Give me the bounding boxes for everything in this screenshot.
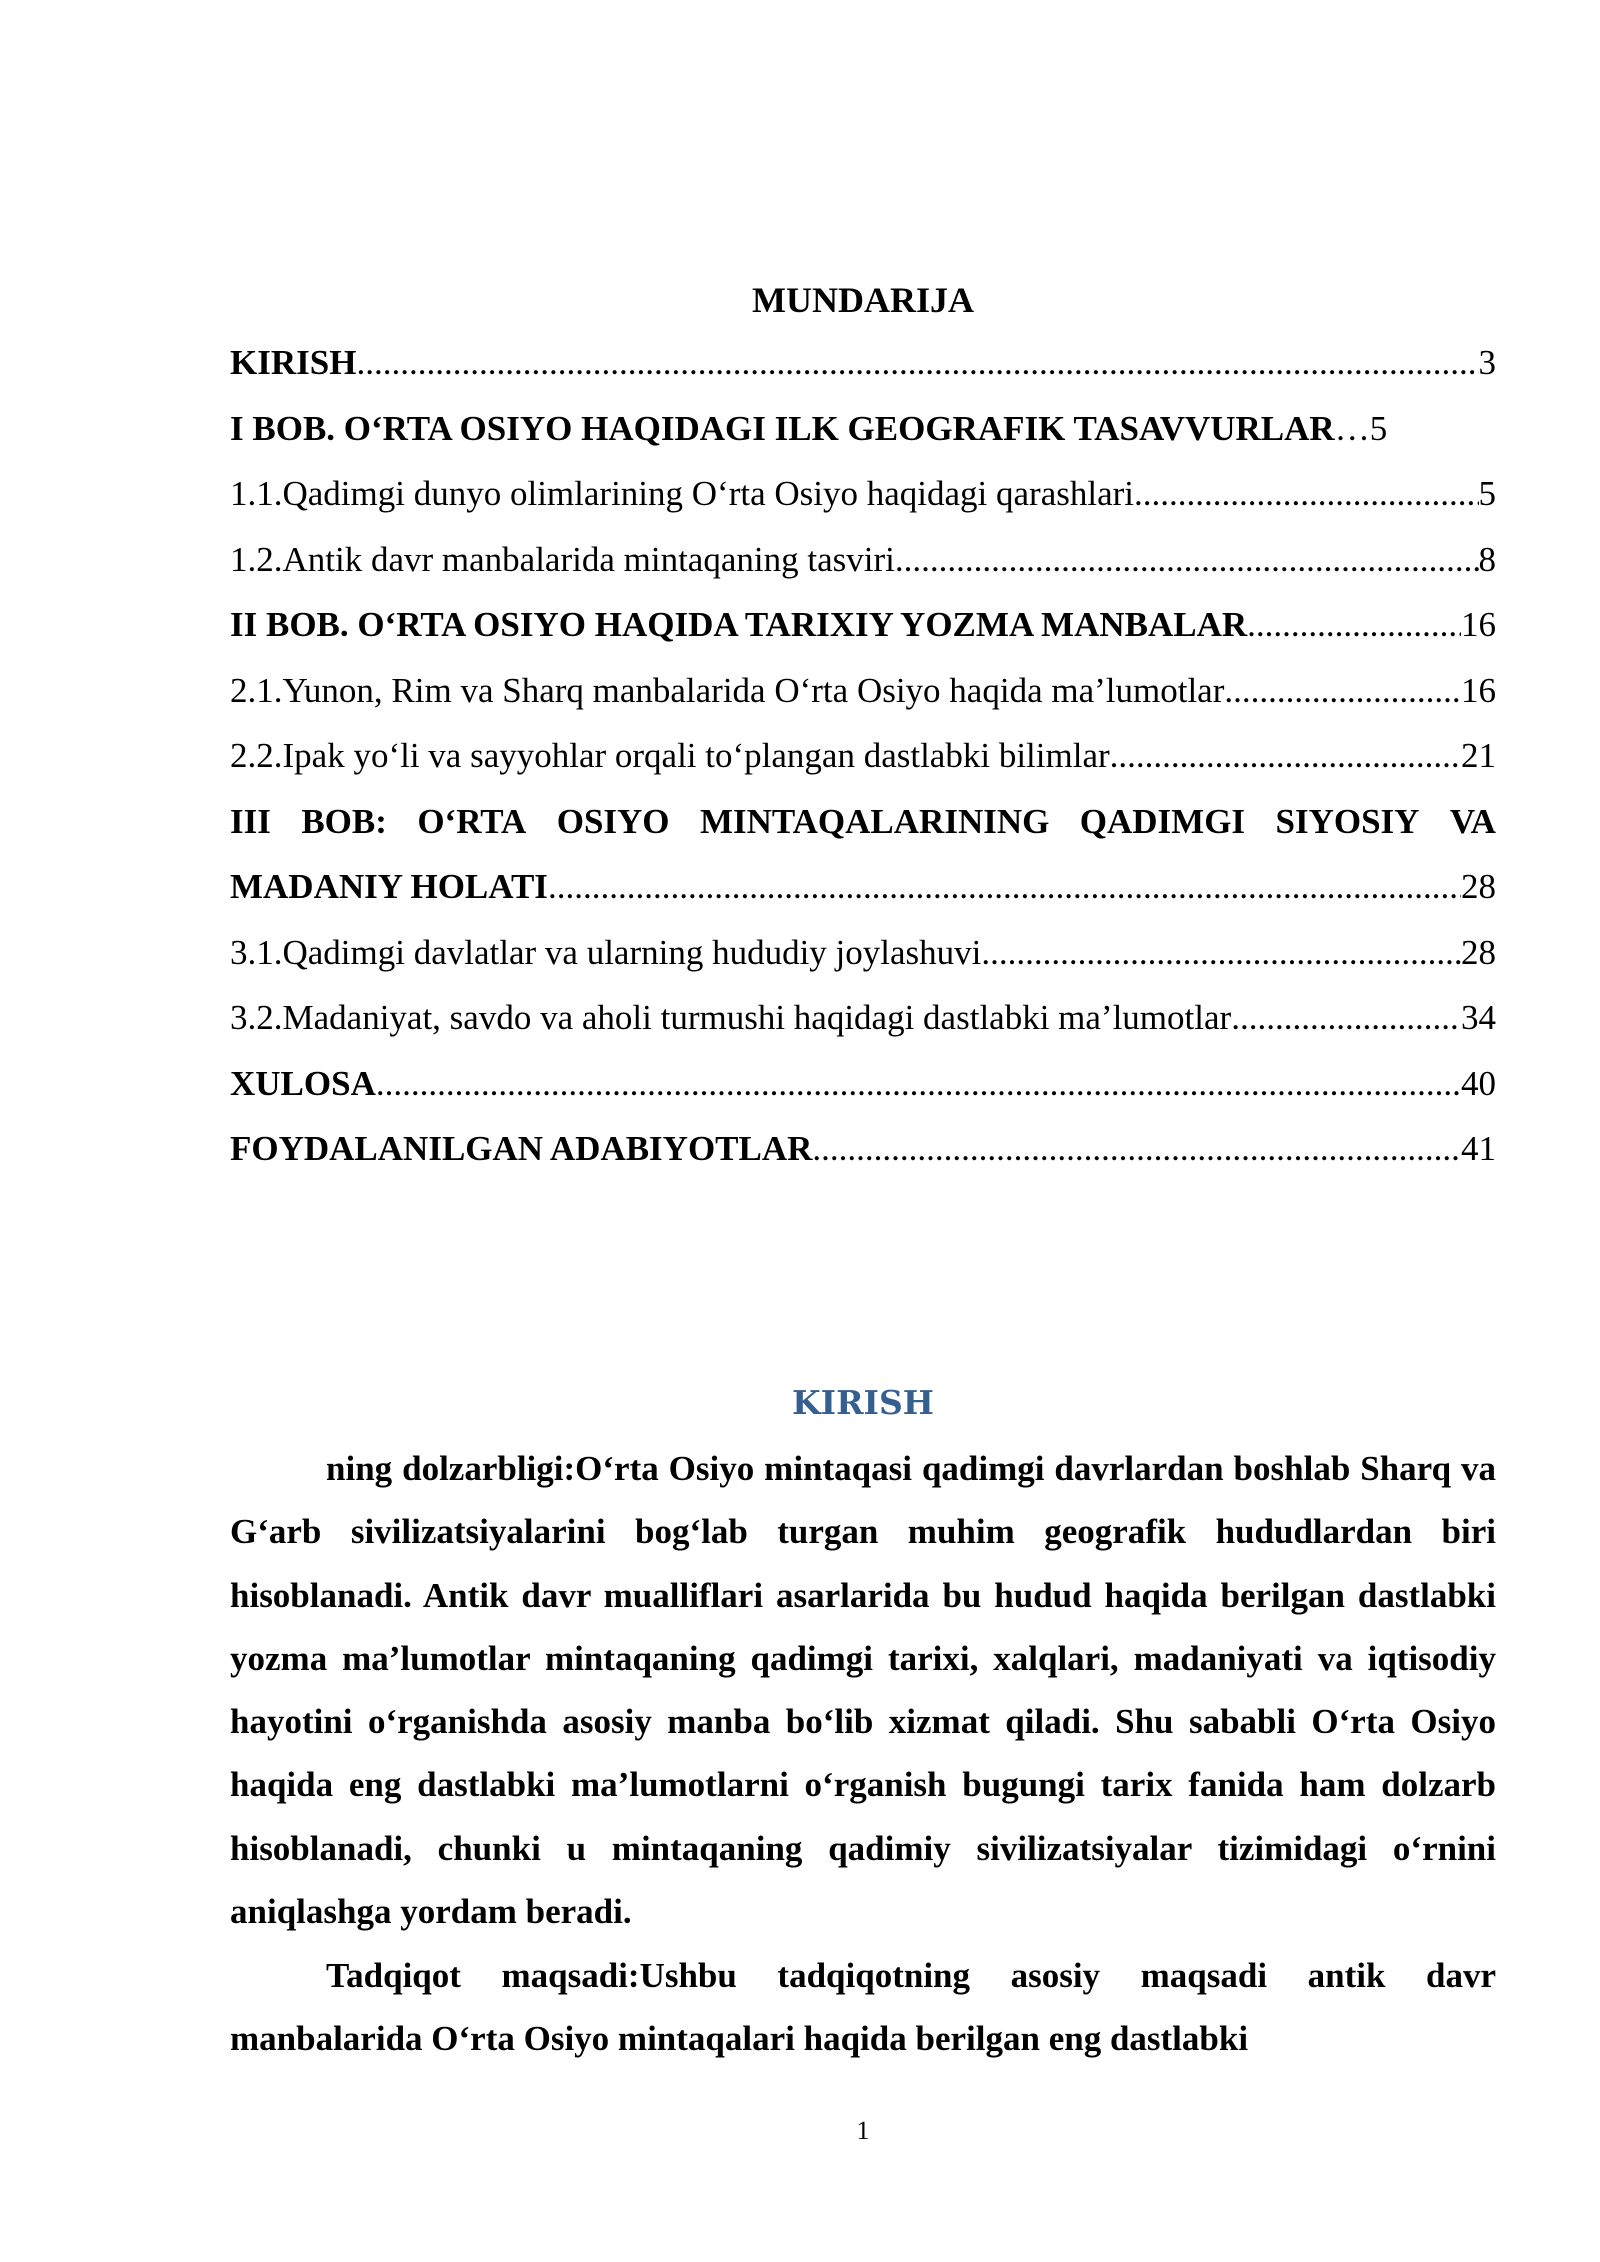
toc-entry-text: 3.2.Madaniyat, savdo va aholi turmushi haqidagi dastlabki ma’lumotlar xyxy=(230,998,1232,1037)
intro-paragraph: Tadqiqot maqsadi:Ushbu tadqiqotning asosiy maqsadi antik davr manbalarida O‘rta Osiyo mintaqalari haqida berilgan eng dastlabki xyxy=(230,1956,1496,2059)
toc-entry-text: 1.2.Antik davr manbalarida mintaqaning tasviri xyxy=(230,539,895,579)
toc-leader-dots xyxy=(548,854,1461,920)
toc-entry[interactable] xyxy=(230,1116,1496,1182)
toc-entry[interactable] xyxy=(230,854,1496,920)
toc-entry-page: 40 xyxy=(1461,1063,1496,1103)
toc-entry-chapter3-line1[interactable] xyxy=(230,789,1496,855)
toc-word: SIYOSIY xyxy=(1275,801,1420,841)
toc-word: QADIMGI xyxy=(1079,801,1246,841)
toc-leader-dots xyxy=(895,527,1479,593)
toc-leader-dots xyxy=(376,1051,1461,1117)
toc-entry-page: 8 xyxy=(1478,539,1496,579)
toc-entry[interactable] xyxy=(230,592,1496,658)
toc-entry[interactable] xyxy=(230,461,1496,527)
toc-word: MINTAQALARINING xyxy=(699,801,1050,841)
toc-entry-page: 5 xyxy=(1478,474,1496,513)
toc-entry[interactable] xyxy=(230,396,1496,462)
toc-entry-page: 28 xyxy=(1461,932,1496,972)
table-of-contents xyxy=(230,330,1496,1182)
page-number: 1 xyxy=(856,2116,870,2145)
toc-entry-text: 3.1.Qadimgi davlatlar va ularning hududiy joylashuvi xyxy=(230,932,982,972)
toc-word: OSIYO xyxy=(556,801,670,841)
toc-leader-dots xyxy=(1134,461,1479,527)
toc-entry-text: XULOSA xyxy=(230,1063,376,1103)
toc-word: O‘RTA xyxy=(417,801,527,841)
toc-leader-dots xyxy=(1110,723,1461,789)
toc-leader-dots xyxy=(1224,658,1461,724)
toc-word: VA xyxy=(1449,801,1496,841)
toc-entry-text: MADANIY HOLATI xyxy=(230,867,548,906)
toc-entry-text: II BOB. O‘RTA OSIYO HAQIDA TARIXIY YOZMA MANBALAR xyxy=(230,605,1248,644)
toc-title: MUNDARIJA xyxy=(752,280,974,320)
toc-word: III xyxy=(230,801,271,841)
toc-entry[interactable] xyxy=(230,658,1496,724)
toc-entry-page: 3 xyxy=(1478,343,1496,382)
toc-entry[interactable] xyxy=(230,920,1496,986)
toc-leader-dots xyxy=(1247,592,1461,658)
toc-entry[interactable] xyxy=(230,985,1496,1051)
toc-leader-dots xyxy=(356,330,1478,396)
toc-entry-page: 16 xyxy=(1461,670,1496,710)
toc-entry-text: I BOB. O‘RTA OSIYO HAQIDAGI ILK GEOGRAFIK TASAVVURLAR xyxy=(230,408,1335,448)
toc-leader-dots xyxy=(981,920,1461,986)
toc-entry-page: 21 xyxy=(1461,736,1496,775)
toc-entry-text: 2.1.Yunon, Rim va Sharq manbalarida O‘rta Osiyo haqida ma’lumotlar xyxy=(230,670,1225,710)
toc-entry-page: 28 xyxy=(1461,867,1496,906)
toc-entry-text: 2.2.Ipak yo‘li va sayyohlar orqali to‘plangan dastlabki bilimlar xyxy=(230,736,1110,775)
toc-word: BOB: xyxy=(301,801,387,841)
toc-leader-dots xyxy=(1231,985,1461,1051)
toc-entry[interactable] xyxy=(230,330,1496,396)
intro-paragraph: ning dolzarbligi:O‘rta Osiyo mintaqasi qadimgi davrlardan boshlab Sharq va G‘arb sivilizatsiyalarini bog‘lab turgan muhim geografik hududlardan biri hisoblanadi. Antik davr mualliflari asarlarida bu hudud haqida berilgan dastlabki yozma ma’lumotlar mintaqaning qadimgi tarixi, xalqlari, madaniyati va iqtisodiy hayotini o‘rganishda asosiy manba bo‘lib xizmat qiladi. Shu sababli O‘rta Osiyo haqida eng dastlabki ma’lumotlarni o‘rganish bugungi tarix fanida ham dolzarb hisoblanadi, chunki u mintaqaning qadimiy sivilizatsiyalar tizimidagi o‘rnini aniqlashga yordam beradi. xyxy=(230,1449,1496,1932)
toc-entry[interactable] xyxy=(230,1051,1496,1117)
toc-entry-page: …5 xyxy=(1334,408,1388,448)
toc-entry[interactable] xyxy=(230,723,1496,789)
toc-entry-page: 34 xyxy=(1461,998,1496,1037)
toc-leader-dots xyxy=(812,1116,1461,1182)
toc-entry-page: 41 xyxy=(1461,1129,1496,1168)
intro-heading: KIRISH xyxy=(792,1383,934,1422)
toc-entry[interactable] xyxy=(230,527,1496,593)
toc-entry-text: FOYDALANILGAN ADABIYOTLAR xyxy=(230,1129,813,1168)
toc-entry-page: 16 xyxy=(1461,605,1496,644)
toc-entry-text: 1.1.Qadimgi dunyo olimlarining O‘rta Osiyo haqidagi qarashlari xyxy=(230,474,1134,513)
toc-entry-text: KIRISH xyxy=(230,343,357,382)
